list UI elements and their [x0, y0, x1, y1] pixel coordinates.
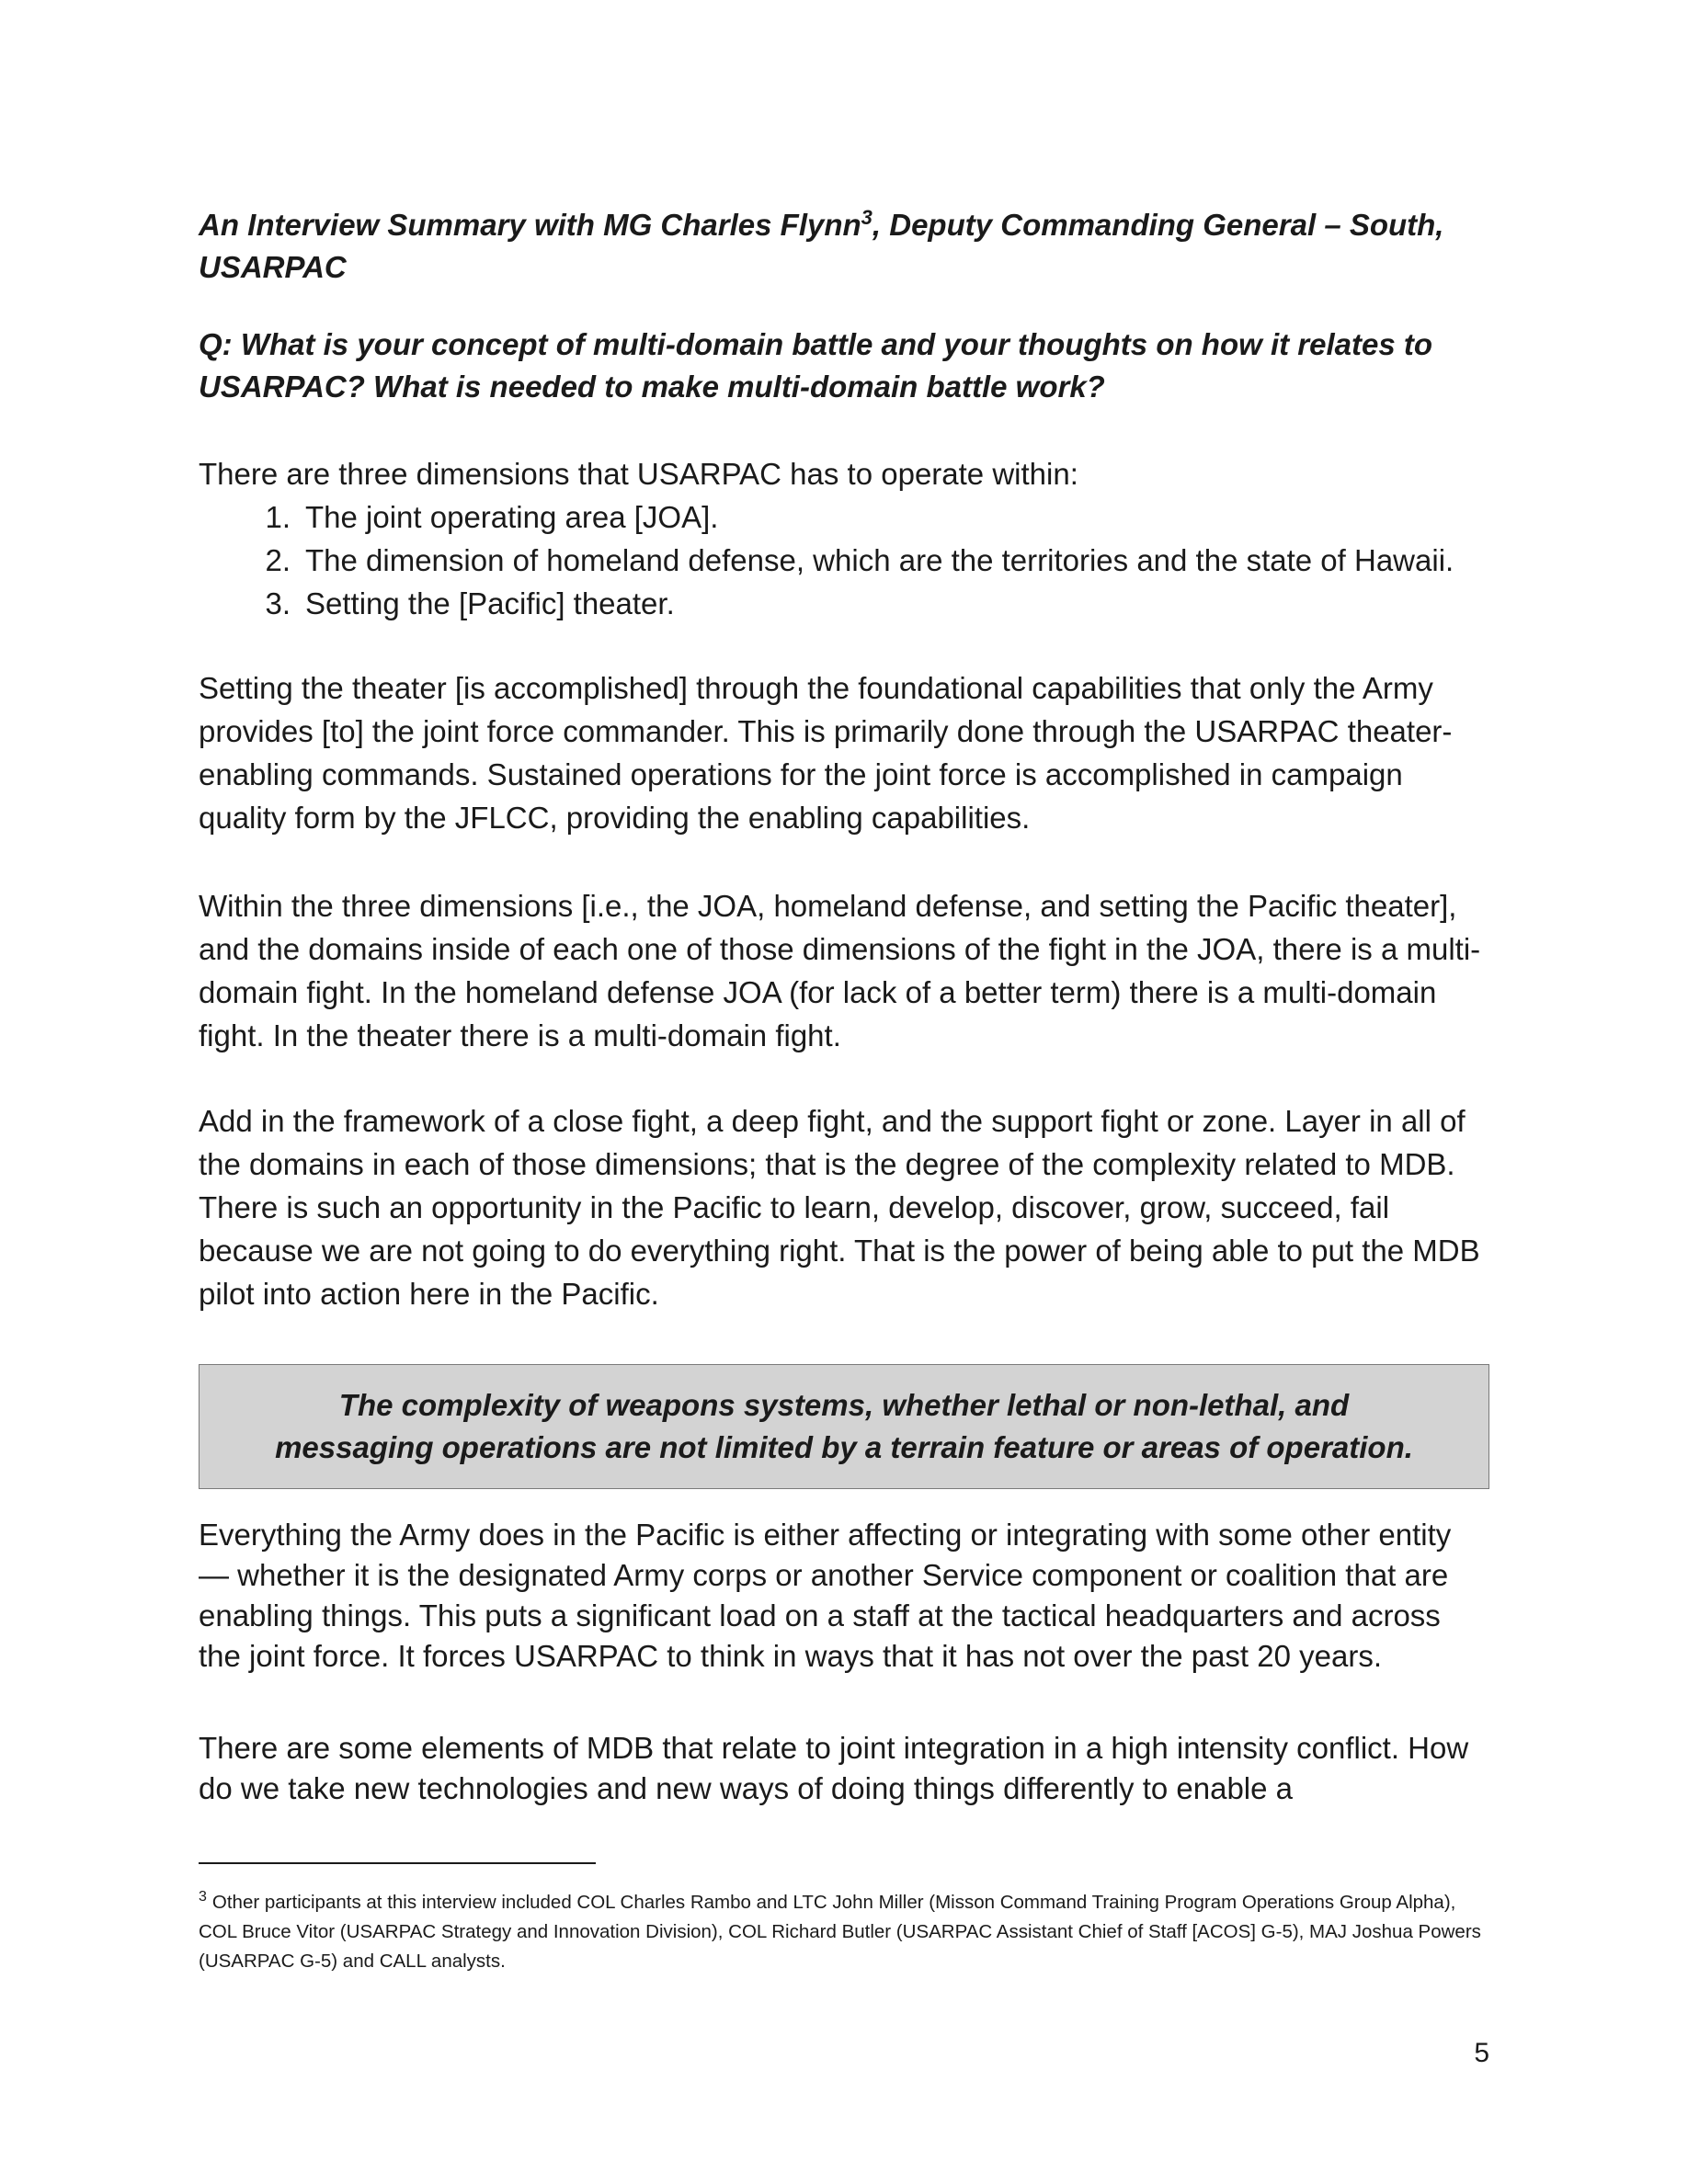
- paragraph-elements-mdb: [199, 1728, 1489, 1809]
- title-text: An Interview Summary with MG Charles Flynn: [199, 208, 861, 242]
- list-number: 3.: [265, 586, 291, 620]
- paragraph-framework: [199, 1099, 1489, 1315]
- pull-quote-box: [199, 1364, 1489, 1489]
- list-item: [199, 582, 1489, 625]
- body-paragraph: Add in the framework of a close fight, a deep fight, and the support fight or zone. Layer in all of the domains in each of those dimensions; that is the degree of the complexity related to MDB. There is such an opportunity in the Pacific to learn, develop, discover, grow, succeed, fail because we are not going to do everything right. That is the power of being able to put the MDB pilot into action here in the Pacific.: [199, 1104, 1480, 1311]
- list-item: [199, 495, 1489, 539]
- list-text: The joint operating area [JOA].: [305, 500, 719, 534]
- list-text: Setting the [Pacific] theater.: [305, 586, 675, 620]
- footnote-reference[interactable]: 3: [861, 206, 873, 229]
- list-item: [199, 539, 1489, 582]
- footnote: [199, 1883, 1489, 1976]
- body-paragraph: Everything the Army does in the Pacific is either affecting or integrating with some other entity — whether it is the designated Army corps or another Service component or coalition that are enabling things. This puts a significant load on a staff at the tactical headquarters and across the joint force. It forces USARPAC to think in ways that it has not over the past 20 years.: [199, 1518, 1452, 1673]
- question-heading: [199, 324, 1489, 408]
- paragraph-everything-army: [199, 1515, 1489, 1677]
- title-text-rest: , Deputy Commanding General – South, USARPAC: [199, 208, 1444, 284]
- body-paragraph: There are some elements of MDB that relate to joint integration in a high intensity conflict. How do we take new technologies and new ways of doing things differently to enable a: [199, 1731, 1469, 1805]
- body-paragraph: Setting the theater [is accomplished] through the foundational capabilities that only the Army provides [to] the joint force commander. This is primarily done through the USARPAC theater-enabling commands. Sustained operations for the joint force is accomplished in campaign quality form by the JFLCC, providing the enabling capabilities.: [199, 671, 1453, 835]
- body-paragraph: Within the three dimensions [i.e., the JOA, homeland defense, and setting the Pacific theater], and the domains inside of each one of those dimensions of the fight in the JOA, there is a multi-domain fight. In the homeland defense JOA (for lack of a better term) there is a multi-domain fight. In the theater there is a multi-domain fight.: [199, 889, 1481, 1052]
- footnote-separator: [199, 1862, 596, 1864]
- list-number: 2.: [265, 543, 291, 577]
- interview-title: [199, 197, 1489, 289]
- dimensions-list: [199, 495, 1489, 625]
- paragraph-setting-theater: [199, 666, 1489, 839]
- footnote-number: 3: [199, 1889, 207, 1905]
- intro-block: [199, 452, 1489, 625]
- page-number: 5: [1474, 2038, 1489, 2068]
- question-text: Q: What is your concept of multi-domain battle and your thoughts on how it relates to USARPAC? What is needed to make multi-domain battle work?: [199, 327, 1433, 404]
- pull-quote-text: The complexity of weapons systems, whether lethal or non-lethal, and messaging operations are not limited by a terrain feature or areas of operation.: [275, 1388, 1413, 1464]
- intro-paragraph: There are three dimensions that USARPAC has to operate within:: [199, 457, 1078, 491]
- list-number: 1.: [265, 500, 291, 534]
- footnote-text: Other participants at this interview included COL Charles Rambo and LTC John Miller (Misson Command Training Program Operations Group Alpha), COL Bruce Vitor (USARPAC Strategy and Innovation Division), COL Richard Butler (USARPAC Assistant Chief of Staff [ACOS] G-5), MAJ Joshua Powers (USARPAC G-5) and CALL analysts.: [199, 1892, 1481, 1972]
- paragraph-three-dimensions: [199, 884, 1489, 1057]
- list-text: The dimension of homeland defense, which are the territories and the state of Hawaii.: [305, 543, 1454, 577]
